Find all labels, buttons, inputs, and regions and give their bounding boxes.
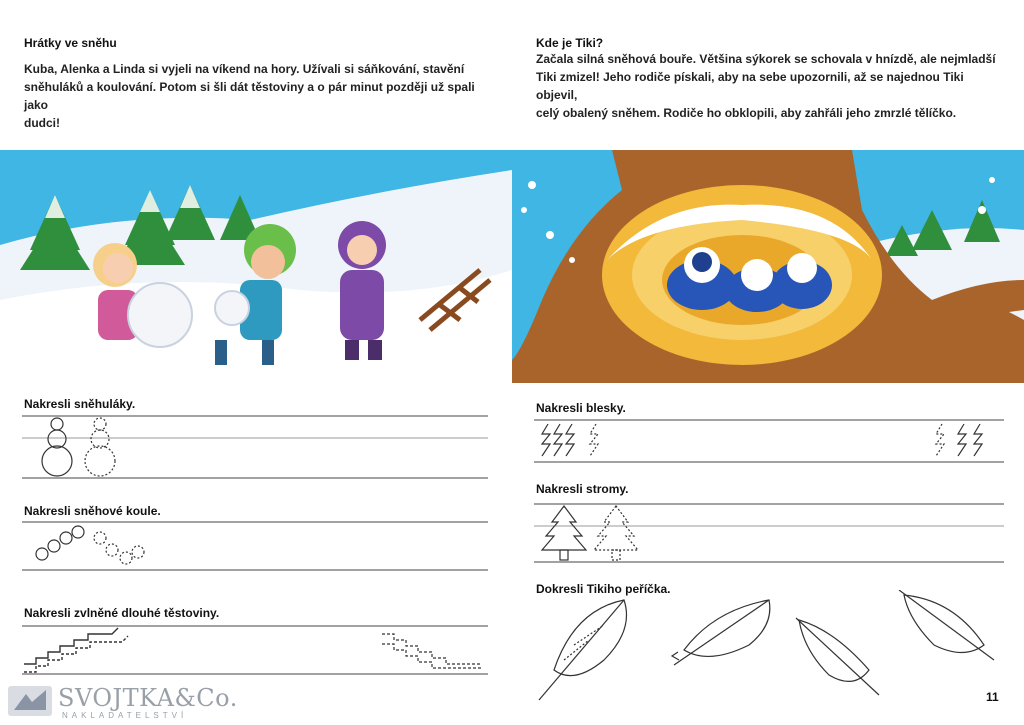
left-story-line: Kuba, Alenka a Linda si vyjeli na víkend na hory. Užívali si sáňkování, stavění xyxy=(24,62,465,76)
snowball-dotted-icon xyxy=(94,532,144,564)
right-story-line: Tiki zmizel! Jeho rodiče pískali, aby na sebe upozornili, až se najednou Tiki objevil, xyxy=(536,70,964,102)
right-story-line: Začala silná sněhová bouře. Většina sýkorek se schovala v hnízdě, ale nejmladší xyxy=(536,52,996,66)
left-page-title: Hrátky ve sněhu xyxy=(24,36,117,50)
snowman-example-icon xyxy=(42,418,72,476)
lightning-dotted-icon xyxy=(590,424,944,456)
exercise-label-feathers: Dokresli Tikiho peříčka. xyxy=(536,582,671,596)
pasta-tracing-area[interactable] xyxy=(22,624,488,676)
feather-icon xyxy=(899,590,994,660)
left-story-line: dudci! xyxy=(24,116,60,130)
wavy-pasta-example-icon xyxy=(24,628,118,664)
bird-nest-illustration xyxy=(512,150,1024,383)
tree-dotted-icon xyxy=(594,506,638,560)
snowball-example-icon xyxy=(36,526,84,560)
wavy-pasta-dotted-right-icon xyxy=(382,634,482,664)
snowballs-tracing-area[interactable] xyxy=(22,520,488,572)
feather-icon xyxy=(796,618,879,695)
exercise-label-trees: Nakresli stromy. xyxy=(536,482,629,496)
snowmen-tracing-area[interactable] xyxy=(22,414,488,480)
tree-example-icon xyxy=(542,506,586,560)
right-page-title: Kde je Tiki? xyxy=(536,36,604,50)
exercise-label-snowmen: Nakresli sněhuláky. xyxy=(24,397,136,411)
feather-icon xyxy=(539,600,627,700)
snowman-dotted-icon xyxy=(85,418,115,476)
wavy-pasta-dotted-icon xyxy=(24,636,128,672)
left-story-text xyxy=(24,60,494,132)
exercise-label-pasta: Nakresli zvlněné dlouhé těstoviny. xyxy=(24,606,220,620)
lightning-example-icon xyxy=(542,424,574,456)
publisher-name: SVOJTKA&Co. xyxy=(58,684,238,712)
right-page-number: 11 xyxy=(986,690,999,704)
lightning-example-right-icon xyxy=(958,424,982,456)
exercise-label-snowballs: Nakresli sněhové koule. xyxy=(24,504,161,518)
trees-tracing-area[interactable] xyxy=(534,502,1004,564)
right-story-text xyxy=(536,50,1006,122)
exercise-label-lightning: Nakresli blesky. xyxy=(536,401,626,415)
publisher-tagline: NAKLADATELSTVÍ xyxy=(62,711,188,720)
feathers-coloring-area[interactable] xyxy=(534,590,1004,705)
right-page xyxy=(512,0,1024,725)
right-story-line: celý obalený sněhem. Rodiče ho obklopili, aby zahřáli jeho zmrzlé tělíčko. xyxy=(536,106,957,120)
winter-play-illustration xyxy=(0,150,512,383)
feather-icon xyxy=(672,600,770,665)
lightning-tracing-area[interactable] xyxy=(534,418,1004,464)
left-story-line: sněhuláků a koulování. Potom si šli dát těstoviny a o pár minut později už spali jako xyxy=(24,80,475,112)
